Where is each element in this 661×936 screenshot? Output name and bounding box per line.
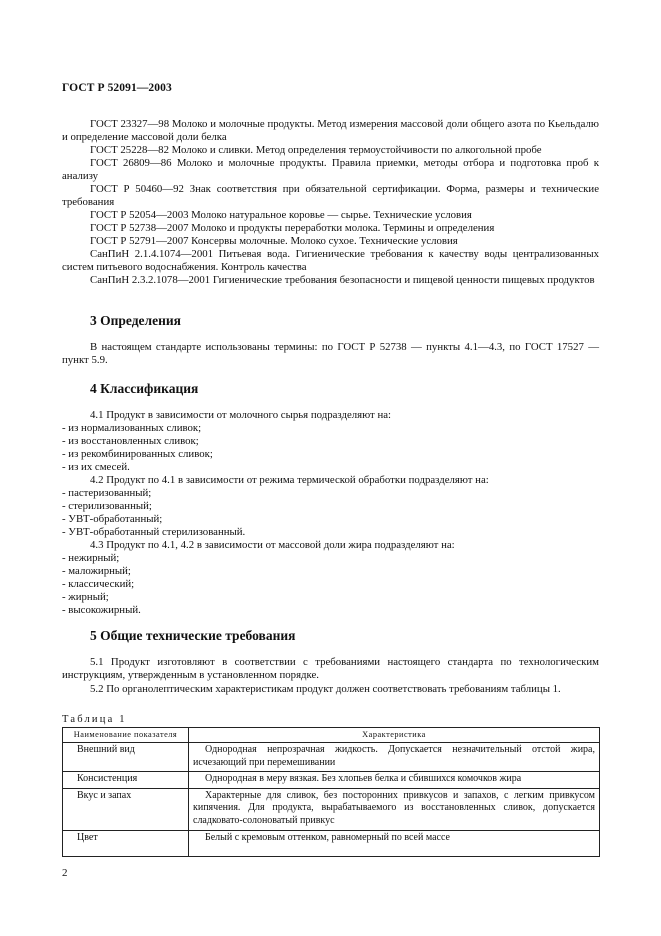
classification-line: - высокожирный. [62, 604, 141, 616]
table-cell-characteristic: Характерные для сливок, без посторонних привкусов и запахов, с легким привкусом кипячения. Для продукта, вырабатываемого из восстановленных сливок, допускается сладковато-солоноватый привкус [189, 788, 600, 830]
table-row [63, 743, 600, 772]
reference-item: СанПиН 2.1.4.1074—2001 Питьевая вода. Гигиенические требования к качеству воды централизованных систем питьевого водоснабжения. Контроль качества [62, 248, 599, 274]
table-row [63, 788, 600, 830]
classification-line: - нежирный; [62, 552, 120, 564]
column-header-characteristic: Характеристика [189, 728, 600, 743]
reference-item: ГОСТ Р 52738—2007 Молоко и продукты переработки молока. Термины и определения [90, 222, 495, 234]
table-row [63, 772, 600, 789]
reference-item: ГОСТ Р 52054—2003 Молоко натуральное коровье — сырье. Технические условия [90, 209, 472, 221]
organoleptic-table [62, 727, 600, 857]
table-caption: Таблица 1 [62, 714, 127, 725]
classification-line: - из рекомбинированных сливок; [62, 448, 213, 460]
classification-line: - из нормализованных сливок; [62, 422, 202, 434]
section-3-title: 3 Определения [90, 313, 181, 328]
classification-line: 4.3 Продукт по 4.1, 4.2 в зависимости от массовой доли жира подразделяют на: [90, 539, 455, 551]
classification-line: 4.1 Продукт в зависимости от молочного сырья подразделяют на: [90, 409, 392, 421]
section-5-paragraph-2: 5.2 По органолептическим характеристикам продукт должен соответствовать требованиям таблицы 1. [90, 683, 561, 695]
classification-line: - из их смесей. [62, 461, 130, 473]
page-number: 2 [62, 867, 68, 879]
table-cell-indicator: Цвет [63, 830, 189, 856]
table-header-row [63, 728, 600, 743]
document-header: ГОСТ Р 52091—2003 [62, 82, 172, 94]
classification-line: - стерилизованный; [62, 500, 152, 512]
classification-line: - пастеризованный; [62, 487, 152, 499]
classification-line: - УВТ-обработанный стерилизованный. [62, 526, 246, 538]
section-3-text: В настоящем стандарте использованы термины: по ГОСТ Р 52738 — пункты 4.1—4.3, по ГОСТ 17527 — пункт 5.9. [62, 341, 599, 367]
section-5-paragraph-1: 5.1 Продукт изготовляют в соответствии с требованиями настоящего стандарта по технологическим инструкциям, утвержденным в установленном порядке. [62, 656, 599, 682]
reference-item: ГОСТ Р 50460—92 Знак соответствия при обязательной сертификации. Форма, размеры и технические требования [62, 183, 599, 209]
column-header-indicator: Наименование показателя [63, 728, 189, 743]
classification-line: - жирный; [62, 591, 109, 603]
reference-item: ГОСТ 25228—82 Молоко и сливки. Метод определения термоустойчивости по алкогольной пробе [90, 144, 542, 156]
table-cell-indicator: Консистенция [63, 772, 189, 789]
section-5-title: 5 Общие технические требования [90, 628, 296, 643]
reference-item: ГОСТ Р 52791—2007 Консервы молочные. Молоко сухое. Технические условия [90, 235, 458, 247]
reference-item: ГОСТ 26809—86 Молоко и молочные продукты. Правила приемки, методы отбора и подготовка проб к анализу [62, 157, 599, 183]
table-cell-characteristic: Однородная в меру вязкая. Без хлопьев белка и сбившихся комочков жира [189, 772, 600, 789]
table-cell-characteristic: Однородная непрозрачная жидкость. Допускается незначительный отстой жира, исчезающий при перемешивании [189, 743, 600, 772]
table-cell-characteristic: Белый с кремовым оттенком, равномерный по всей массе [189, 830, 600, 856]
classification-line: - УВТ-обработанный; [62, 513, 163, 525]
table-row [63, 830, 600, 856]
classification-line: - из восстановленных сливок; [62, 435, 199, 447]
section-4-title: 4 Классификация [90, 381, 199, 396]
classification-line: 4.2 Продукт по 4.1 в зависимости от режима термической обработки подразделяют на: [90, 474, 489, 486]
reference-item: СанПиН 2.3.2.1078—2001 Гигиенические требования безопасности и пищевой ценности пищевых продуктов [90, 274, 595, 286]
classification-line: - классический; [62, 578, 135, 590]
classification-line: - маложирный; [62, 565, 131, 577]
table-cell-indicator: Вкус и запах [63, 788, 189, 830]
reference-item: ГОСТ 23327—98 Молоко и молочные продукты. Метод измерения массовой доли общего азота по Кьельдалю и определение массовой доли белка [62, 118, 599, 144]
table-cell-indicator: Внешний вид [63, 743, 189, 772]
